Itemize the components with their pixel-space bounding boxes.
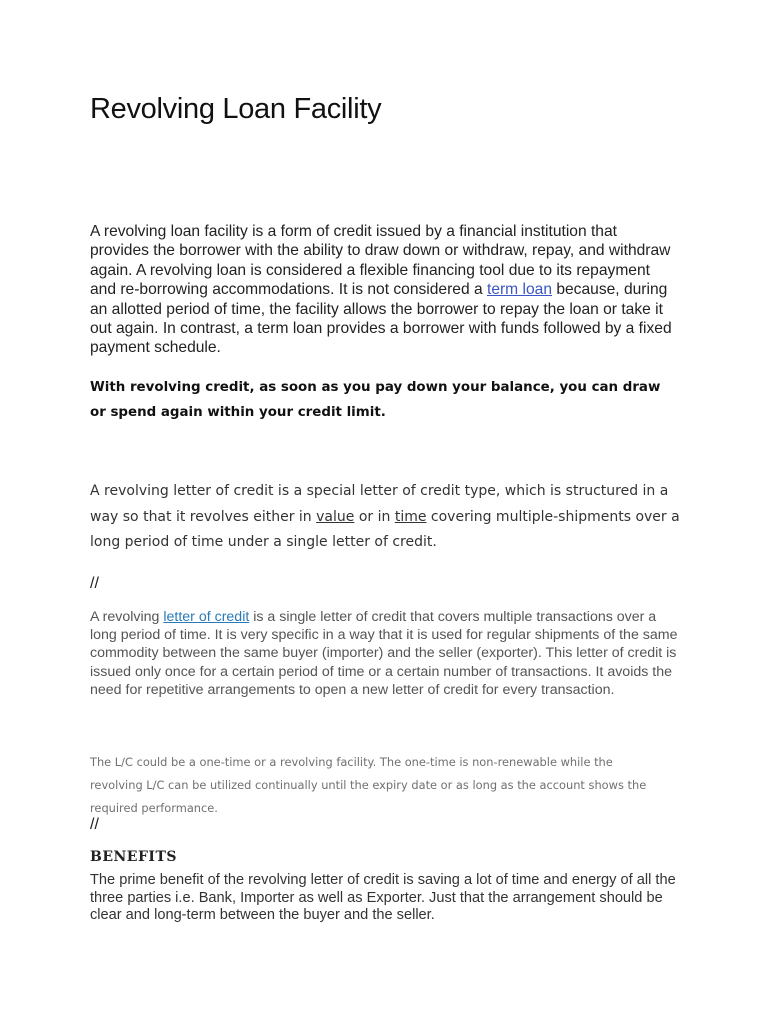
lc-definition-part3: covering multiple-shipments over a long period of time under a single letter of credit.	[90, 508, 680, 550]
lc-facility-note: The L/C could be a one-time or a revolving facility. The one-time is non-renewable while the revolving L/C can be utilized continually until the expiry date or as long as the account shows the required performance.	[90, 755, 647, 815]
revolving-lc-paragraph	[90, 608, 685, 699]
lc-paragraph-end: is a single letter of credit that covers multiple transactions over a long period of time. It is very specific in a way that it is used for regular shipments of the same commodity between the same buyer (importer) and the seller (exporter). This letter of credit is issued only once for a certain period of time or a certain number of transactions. It avoids the need for repetitive arrangements to open a new letter of credit for every transaction.	[90, 609, 678, 698]
page-title: Revolving Loan Facility	[90, 93, 382, 125]
revolving-credit-note: With revolving credit, as soon as you pay down your balance, you can draw or spend again within your credit limit.	[90, 380, 661, 420]
time-term: time	[394, 508, 427, 525]
revolving-lc-definition	[90, 479, 690, 556]
lc-definition-part1: A revolving letter of credit is a special letter of credit type, which is structured in a way so that it revolves either in	[90, 483, 669, 525]
separator-2: //	[90, 816, 99, 833]
term-loan-link[interactable]: term loan	[486, 281, 552, 299]
separator-1: //	[90, 575, 99, 592]
intro-text-start: A revolving loan facility is a form of credit issued by a financial institution that provides the borrower with the ability to draw down or withdraw, repay, and withdraw again. A revolving loan is considered a flexible financing tool due to its repayment and re-borrowing accommodations. It is not considered a	[90, 223, 671, 299]
intro-text-end: because, during an allotted period of time, the facility allows the borrower to repay the loan or take it out again. In contrast, a term loan provides a borrower with funds followed by a fixed payment schedule.	[90, 281, 672, 357]
benefits-paragraph: The prime benefit of the revolving letter of credit is saving a lot of time and energy of all the three parties i.e. Bank, Importer as well as Exporter. Just that the arrangement should be clear and long-term between the buyer and the seller.	[90, 872, 676, 924]
lc-definition-part2: or in	[354, 508, 395, 525]
value-term: value	[316, 508, 355, 525]
letter-of-credit-link[interactable]: letter of credit	[163, 609, 250, 625]
intro-paragraph	[90, 222, 680, 358]
benefits-heading: BENEFITS	[90, 849, 177, 865]
lc-paragraph-start: A revolving	[90, 609, 164, 625]
